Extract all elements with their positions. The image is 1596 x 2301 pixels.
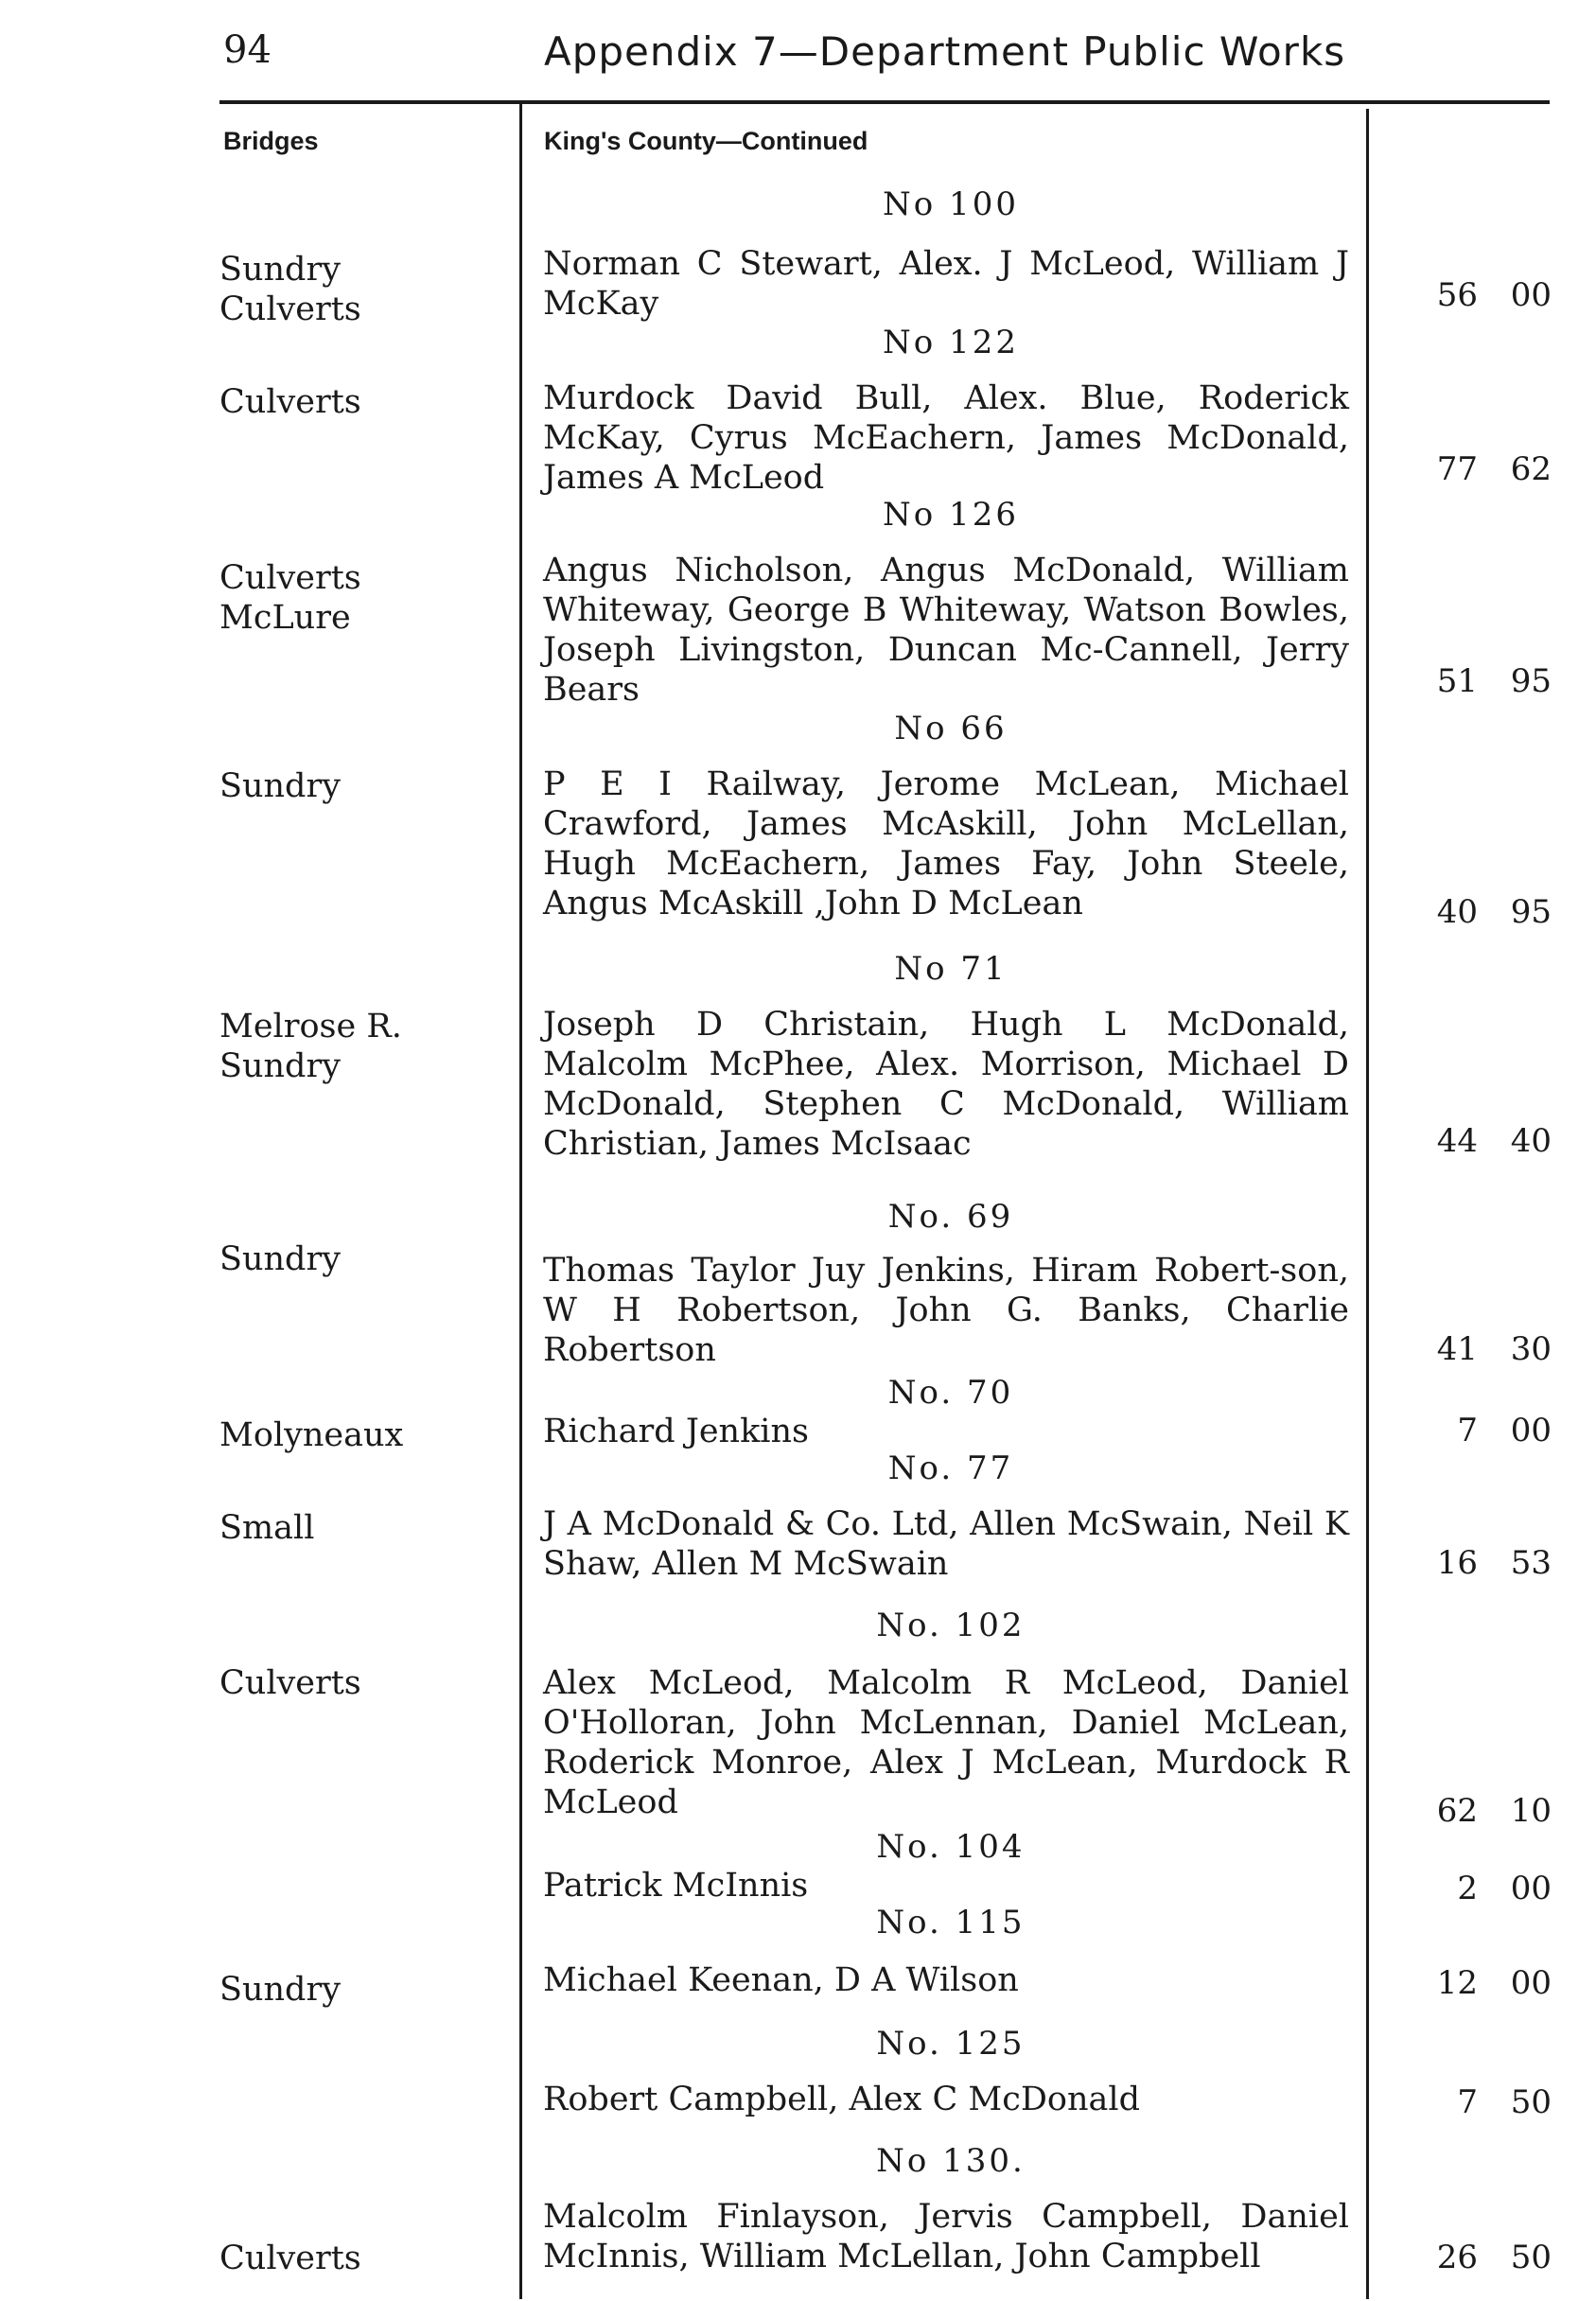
- amount-cents: 50: [1510, 2239, 1552, 2276]
- entry-amount: [1372, 276, 1552, 314]
- amount-cents: 30: [1510, 1330, 1552, 1368]
- amount-dollars: 40: [1436, 893, 1478, 931]
- entry-category: Culverts: [219, 1664, 361, 1702]
- entry-amount: [1372, 2083, 1552, 2121]
- amount-dollars: 62: [1436, 1792, 1478, 1830]
- entry-category: Sundry: [219, 1240, 341, 1278]
- amount-cents: 00: [1510, 1964, 1552, 2002]
- entry-number: No 66: [894, 710, 1008, 747]
- entry-number: No 130.: [876, 2142, 1026, 2180]
- entry-amount: [1372, 662, 1552, 700]
- amount-cents: 62: [1510, 450, 1552, 488]
- header-rule: [219, 100, 1550, 104]
- entry-amount: [1372, 1964, 1552, 2002]
- entry-names: Robert Campbell, Alex C McDonald: [543, 2081, 1140, 2118]
- entry-number: No 100: [883, 185, 1019, 223]
- entry-names: Joseph D Christain, Hugh L McDonald, Malcolm McPhee, Alex. Morrison, Michael D McDonald, Stephen C McDonald, William Christian, James McIsaac: [543, 1006, 1349, 1163]
- entry-names: Richard Jenkins: [543, 1413, 810, 1450]
- entry-amount: [1372, 1870, 1552, 1907]
- entry-category: Molyneaux: [219, 1416, 404, 1454]
- amount-dollars: 41: [1436, 1330, 1478, 1368]
- entry-amount: [1372, 1412, 1552, 1449]
- amount-cents: 50: [1510, 2083, 1552, 2121]
- page-title: Appendix 7—Department Public Works: [544, 28, 1346, 75]
- entry-category: Sundry: [219, 1971, 341, 2009]
- column-divider-left: [519, 104, 522, 2299]
- amount-dollars: 51: [1436, 662, 1478, 700]
- amount-cents: 00: [1510, 1412, 1552, 1449]
- amount-dollars: 77: [1436, 450, 1478, 488]
- amount-dollars: 16: [1436, 1544, 1478, 1582]
- entry-amount: [1372, 1544, 1552, 1582]
- column-header-bridges: Bridges: [223, 127, 319, 155]
- entry-names: Alex McLeod, Malcolm R McLeod, Daniel O'Holloran, John McLennan, Daniel McLean, Roderick Monroe, Alex J McLean, Murdock R McLeod: [543, 1664, 1349, 1821]
- entry-names: Murdock David Bull, Alex. Blue, Roderick McKay, Cyrus McEachern, James McDonald, James A McLeod: [543, 379, 1349, 497]
- column-header-county: King's County—Continued: [544, 127, 868, 155]
- entry-number: No 71: [894, 950, 1008, 988]
- entry-amount: [1372, 2239, 1552, 2276]
- entry-category: Sundry: [219, 767, 341, 805]
- amount-cents: 95: [1510, 893, 1552, 931]
- entry-names: Angus Nicholson, Angus McDonald, William Whiteway, George B Whiteway, Watson Bowles, Joseph Livingston, Duncan Mc-Cannell, Jerry Bears: [543, 552, 1349, 709]
- entry-category: Culverts: [219, 2240, 361, 2277]
- amount-cents: 10: [1510, 1792, 1552, 1830]
- entry-number: No. 77: [887, 1449, 1014, 1487]
- entry-number: No. 125: [876, 2025, 1026, 2063]
- entry-amount: [1372, 450, 1552, 488]
- amount-dollars: 7: [1457, 2083, 1478, 2121]
- entry-number: No. 102: [876, 1607, 1026, 1644]
- entry-names: J A McDonald & Co. Ltd, Allen McSwain, Neil K Shaw, Allen M McSwain: [543, 1505, 1349, 1583]
- entry-names: Norman C Stewart, Alex. J McLeod, William J McKay: [543, 245, 1349, 323]
- entry-amount: [1372, 893, 1552, 931]
- entry-number: No. 115: [876, 1904, 1026, 1941]
- entry-names: Thomas Taylor Juy Jenkins, Hiram Robert-son, W H Robertson, John G. Banks, Charlie Robertson: [543, 1252, 1349, 1369]
- amount-cents: 00: [1510, 276, 1552, 314]
- amount-dollars: 56: [1436, 276, 1478, 314]
- amount-dollars: 44: [1436, 1122, 1478, 1160]
- page-number: 94: [223, 28, 272, 72]
- entry-amount: [1372, 1122, 1552, 1160]
- entry-number: No 126: [883, 496, 1019, 534]
- entry-names: Malcolm Finlayson, Jervis Campbell, Daniel McInnis, William McLellan, John Campbell: [543, 2198, 1349, 2275]
- entry-category: Melrose R. Sundry: [219, 1008, 402, 1085]
- entry-number: No. 104: [876, 1828, 1026, 1866]
- amount-dollars: 12: [1436, 1964, 1478, 2002]
- entry-number: No. 69: [887, 1198, 1014, 1236]
- entry-category: Small: [219, 1509, 315, 1547]
- entry-number: No. 70: [887, 1374, 1014, 1412]
- entry-category: Culverts: [219, 383, 361, 421]
- amount-cents: 95: [1510, 662, 1552, 700]
- entry-names: Patrick McInnis: [543, 1867, 809, 1905]
- entry-amount: [1372, 1330, 1552, 1368]
- amount-dollars: 7: [1457, 1412, 1478, 1449]
- amount-cents: 40: [1510, 1122, 1552, 1160]
- entry-amount: [1372, 1792, 1552, 1830]
- amount-cents: 53: [1510, 1544, 1552, 1582]
- amount-cents: 00: [1510, 1870, 1552, 1907]
- entry-number: No 122: [883, 324, 1019, 361]
- amount-dollars: 2: [1457, 1870, 1478, 1907]
- entry-category: Sundry Culverts: [219, 251, 361, 328]
- entry-names: P E I Railway, Jerome McLean, Michael Crawford, James McAskill, John McLellan, Hugh McEachern, James Fay, John Steele, Angus McAskill ,John D McLean: [543, 765, 1349, 922]
- amount-dollars: 26: [1436, 2239, 1478, 2276]
- entry-names: Michael Keenan, D A Wilson: [543, 1961, 1019, 1999]
- entry-category: Culverts McLure: [219, 559, 361, 637]
